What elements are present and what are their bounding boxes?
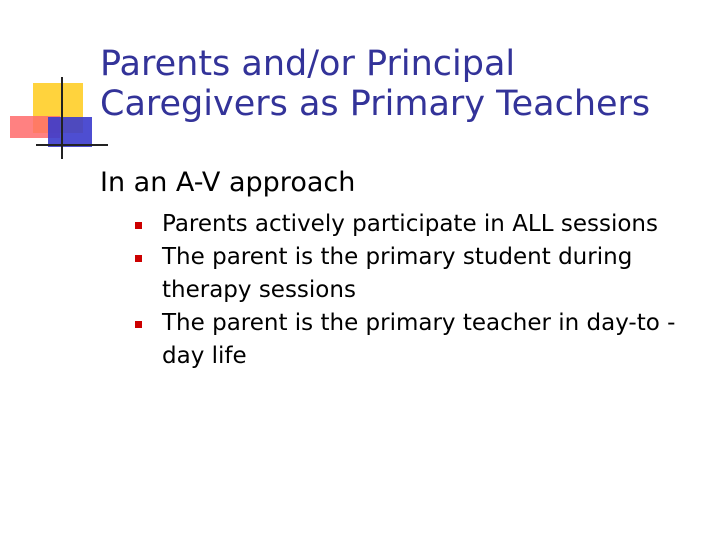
logo-blue-square [48,117,92,147]
bullet-item [135,208,705,241]
slide-title [100,44,710,124]
slide-subtitle: In an A-V approach [100,167,356,198]
slide-title-line-1: Parents and/or Principal [100,44,516,84]
bullet-text: The parent is the primary teacher in day-to -day life [162,310,676,369]
logo-vertical-line [61,77,63,159]
square-bullet-icon [135,222,142,229]
logo-horizontal-line [36,144,108,146]
slide-title-line-2: Caregivers as Primary Teachers [100,84,651,124]
bullet-list [135,208,705,373]
bullet-item [135,241,705,307]
bullet-text: The parent is the primary student during therapy sessions [162,244,633,303]
bullet-item [135,307,705,373]
square-bullet-icon [135,255,142,262]
bullet-text: Parents actively participate in ALL sessions [162,211,658,237]
decorative-logo [0,0,110,170]
square-bullet-icon [135,321,142,328]
